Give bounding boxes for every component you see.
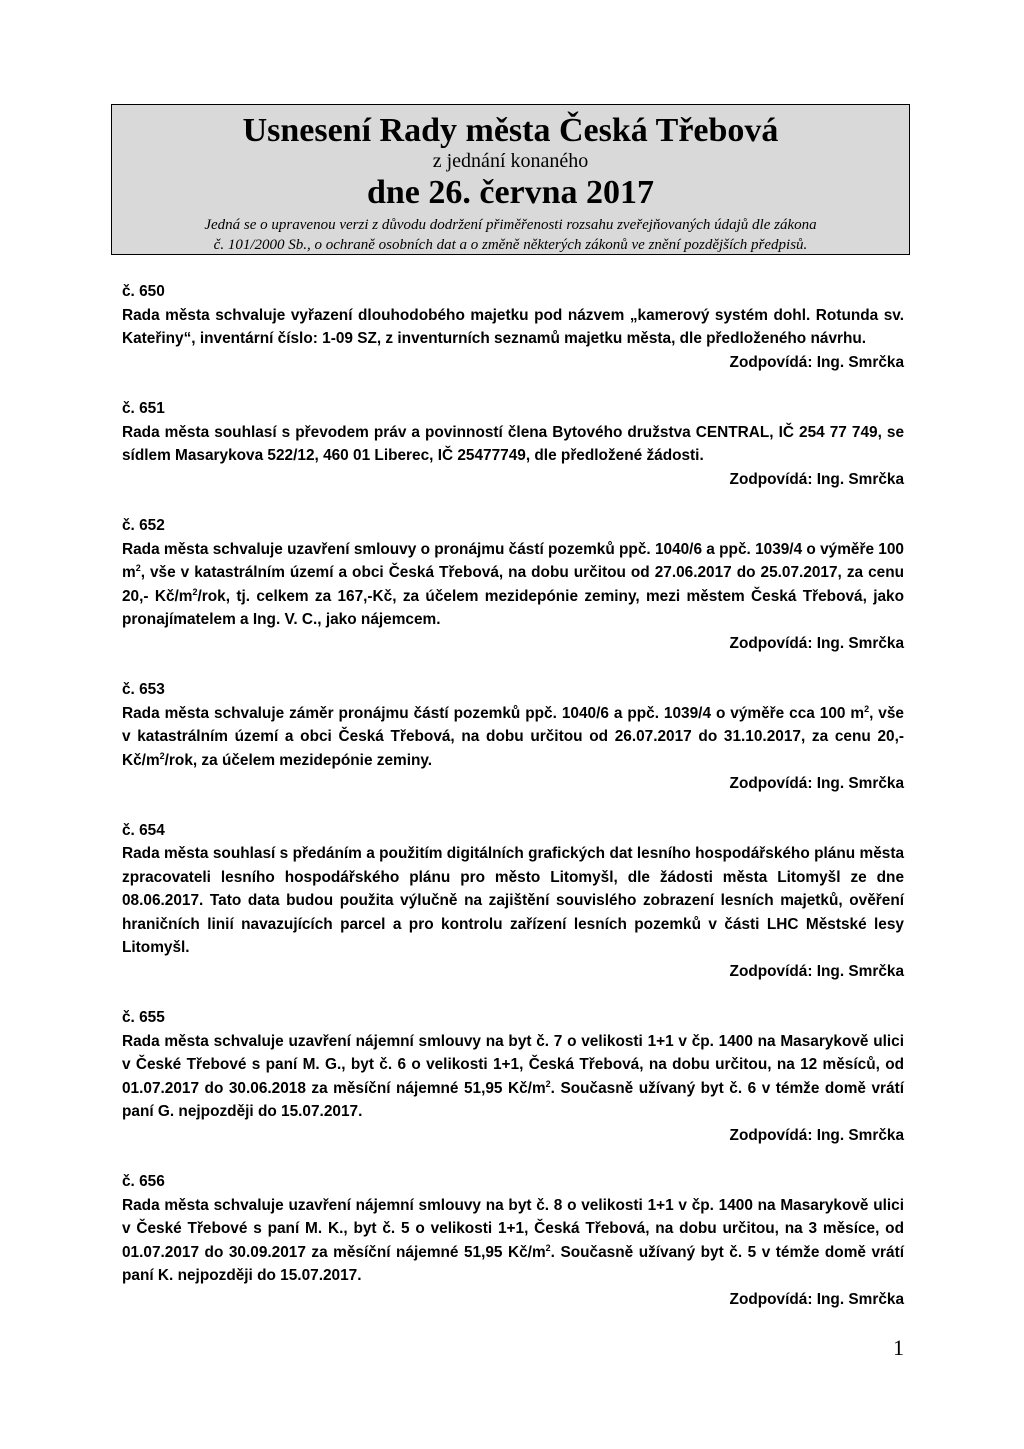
superscript: 2 <box>545 1242 551 1253</box>
resolution-text-part: Rada města schvaluje uzavření nájemní smlouvy na byt č. 7 o velikosti 1+1 v čp. 1400 na Masarykově ulici v České Třebové s paní M. G., byt č. 6 o velikosti 1+1, Česká Třebová, na dobu určitou, na 12 měsíců, od 01.07.2017 do 30.06.2018 za měsíční nájemné 51,95 Kč/m <box>122 1032 904 1097</box>
resolution-655 <box>122 1006 904 1147</box>
header-box <box>111 104 910 255</box>
resolution-650 <box>122 280 904 374</box>
responsible-person: Zodpovídá: Ing. Smrčka <box>729 353 904 371</box>
resolution-text-part: /rok, tj. celkem za 167,-Kč, za účelem mezidepónie zeminy, mezi městem Česká Třebová, jako pronajímatelem a Ing. V. C., jako nájemcem. <box>122 587 904 628</box>
responsible-person: Zodpovídá: Ing. Smrčka <box>729 775 904 792</box>
page-number: 1 <box>893 1335 904 1360</box>
resolution-number: č. 654 <box>122 821 165 839</box>
superscript: 2 <box>864 703 870 714</box>
document-title: Usnesení Rady města Česká Třebová <box>242 112 779 149</box>
responsible-person: Zodpovídá: Ing. Smrčka <box>729 634 904 652</box>
legal-note-line-1: Jedná se o upravenou verzi z důvodu dodržení přiměřenosti rozsahu zveřejňovaných údajů dle zákona <box>204 217 817 233</box>
resolution-number: č. 653 <box>122 681 165 698</box>
meeting-date: dne 26. června 2017 <box>366 174 655 211</box>
resolution-text-part: Rada města schvaluje uzavření smlouvy o pronájmu částí pozemků ppč. 1040/6 a ppč. 1039/4 o výměře 100 m <box>122 540 904 581</box>
superscript: 2 <box>159 750 165 761</box>
resolution-number: č. 652 <box>122 517 165 534</box>
resolution-text <box>122 1194 904 1288</box>
resolutions-list <box>122 280 904 1334</box>
resolution-text-part: . Současně užívaný byt č. 5 v témže domě vrátí paní K. nejpozději do 15.07.2017. <box>122 1243 904 1284</box>
resolution-text-part: . Současně užívaný byt č. 6 v témže domě vrátí paní G. nejpozději do 15.07.2017. <box>122 1079 904 1120</box>
superscript: 2 <box>192 586 198 597</box>
resolution-number: č. 651 <box>122 400 165 417</box>
resolution-text-part: , vše v katastrálním území a obci Česká Třebová, na dobu určitou od 27.06.2017 do 25.07.2017, za cenu 20,- Kč/m <box>122 564 904 605</box>
resolution-text <box>122 538 904 632</box>
resolution-text-part: Rada města schvaluje uzavření nájemní smlouvy na byt č. 8 o velikosti 1+1 v čp. 1400 na Masarykově ulici v České Třebové s paní M. K., byt č. 5 o velikosti 1+1, Česká Třebová, na dobu určitou, na 3 měsíce, od 01.07.2017 do 30.09.2017 za měsíční nájemné 51,95 Kč/m <box>122 1196 904 1261</box>
resolution-text-part: /rok, za účelem mezidepónie zeminy. <box>164 751 433 769</box>
resolution-text-part: , vše v katastrálním území a obci Česká Třebová, na dobu určitou od 26.07.2017 do 31.10.2017, za cenu 20,- Kč/m <box>122 704 904 769</box>
resolution-text <box>122 1030 904 1124</box>
resolution-652 <box>122 514 904 655</box>
responsible-person: Zodpovídá: Ing. Smrčka <box>729 962 904 980</box>
superscript: 2 <box>545 1078 551 1089</box>
resolution-text <box>122 702 904 773</box>
responsible-person: Zodpovídá: Ing. Smrčka <box>729 1290 904 1308</box>
legal-note-line-2: č. 101/2000 Sb., o ochraně osobních dat a o změně některých zákonů ve znění pozdějších předpisů. <box>213 237 808 253</box>
resolution-text: Rada města souhlasí s převodem práv a povinností člena Bytového družstva CENTRAL, IČ 254 77 749, se sídlem Masarykova 522/12, 460 01 Liberec, IČ 25477749, dle předložené žádosti. <box>122 423 904 464</box>
resolution-text: Rada města souhlasí s předáním a použitím digitálních grafických dat lesního hospodářského plánu města zpracovateli lesního hospodářského plánu pro město Litomyšl, dle žádosti města Litomyšl ze dne 08.06.2017. Tato data budou použita výlučně na zajištění souvislého zobrazení lesních majetků, ověření hraničních linií navazujících parcel a pro kontrolu zařízení lesních pozemků v části LHC Městské lesy Litomyšl. <box>122 845 904 956</box>
meeting-subtitle: z jednání konaného <box>432 150 589 172</box>
resolution-number: č. 650 <box>122 283 165 300</box>
responsible-person: Zodpovídá: Ing. Smrčka <box>729 1126 904 1144</box>
responsible-person: Zodpovídá: Ing. Smrčka <box>729 470 904 488</box>
resolution-number: č. 656 <box>122 1173 165 1190</box>
resolution-651 <box>122 397 904 491</box>
resolution-654 <box>122 819 904 984</box>
resolution-text-part: Rada města schvaluje záměr pronájmu částí pozemků ppč. 1040/6 a ppč. 1039/4 o výměře cca 100 m <box>122 704 865 722</box>
resolution-656 <box>122 1170 904 1311</box>
resolution-text: Rada města schvaluje vyřazení dlouhodobého majetku pod názvem „kamerový systém dohl. Rotunda sv. Kateřiny“, inventární číslo: 1-09 SZ, z inventurních seznamů majetku města, dle předloženého návrhu. <box>122 306 904 347</box>
resolution-653 <box>122 678 904 796</box>
resolution-number: č. 655 <box>122 1009 165 1026</box>
superscript: 2 <box>135 562 141 573</box>
